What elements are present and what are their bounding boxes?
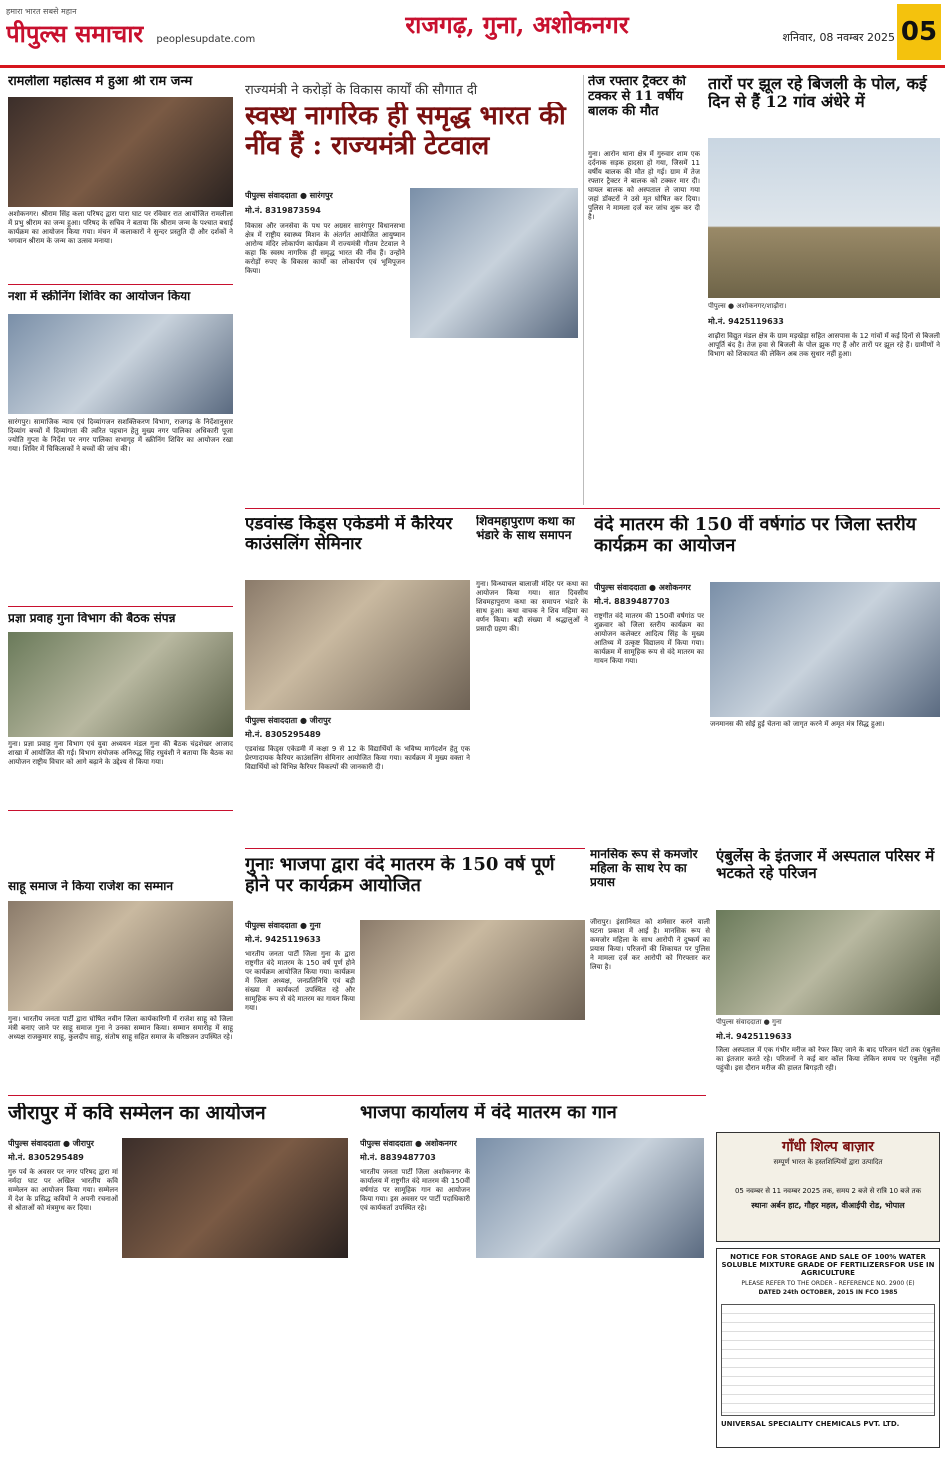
bjpoffice-phone: मो.नं. 8839487703 [360,1153,436,1162]
vandeB-photo [360,920,585,1020]
vandeB-body: भारतीय जनता पार्टी जिला गुना के द्वारा राष्ट्रगीत वंदे मातरम के 150 वर्ष पूर्ण होने पर कार्यक्रम आयोजित किया गया। कार्यक्रम में जिला अध्यक्ष, जनप्रतिनिधि एवं बड़ी संख्या में कार्यकर्ता उपस्थित रहे और सामूहिक रूप से वंदे मातरम का गायन किया गया। [245,950,355,1012]
ad-notice-table [721,1304,935,1416]
shivpuran-body: गुना। विन्ध्याचल बालाजी मंदिर पर कथा का आयोजन किया गया। सात दिवसीय शिवमहापुराण कथा का समापन भंडारे के साथ हुआ। कथा वाचक ने शिव महिमा का वर्णन किया। बड़ी संख्या में श्रद्धालुओं ने प्रसादी ग्रहण की। [476,580,588,633]
divider [245,508,940,509]
page-number: 05 [897,4,941,60]
ad-bazaar-title: गाँधी शिल्प बाज़ार [782,1139,874,1155]
vandeB-byline: पीपुल्स संवाददाता ● गुना [245,921,321,930]
career-byline: पीपुल्स संवाददाता ● जीरापुर [245,716,331,725]
issue-date: शनिवार, 08 नवम्बर 2025 [782,31,895,44]
website-link[interactable]: peoplesupdate.com [156,34,256,45]
shivpuran-headline: शिवमहापुराण कथा का भंडारे के साथ समापन [476,515,575,542]
ramlila-body: अशोकनगर। श्रीराम सिंह कला परिषद द्वारा पारा घाट पर रविवार रात आयोजित रामलीला में प्रभु श्रीराम का जन्म हुआ। परिषद के सचिव ने बताया कि श्रीराम जन्म के पश्चात बधाई कार्यक्रम का आयोजन किया गया। मंचन में कलाकारों ने सुन्दर प्रस्तुति दी और दर्शकों ने भगवान श्रीराम के जन्म का उत्सव मनाया। [8,210,233,245]
kavi-photo [122,1138,348,1258]
ambulance-phone: मो.नं. 9425119633 [716,1032,792,1041]
mental-body: जीरापुर। इंसानियत को शर्मसार करने वाली घटना प्रकाश में आई है। मानसिक रूप से कमजोर महिला के साथ आरोपी ने दुष्कर्म का प्रयास किया। परिजनों की शिकायत पर पुलिस ने मामला दर्ज कर आरोपी को गिरफ्तार कर लिया है। [590,918,710,971]
ambulance-body: जिला अस्पताल में एक गंभीर मरीज को रेफर किए जाने के बाद परिजन घंटों तक एंबुलेंस का इंतजार करते रहे। परिजनों ने कई बार कॉल किया लेकिन समय पर एंबुलेंस नहीं पहुंची। इस दौरान मरीज की हालत बिगड़ती रही। [716,1046,940,1072]
ad-gandhi-shilp-bazaar[interactable] [716,1132,940,1242]
screening-headline: नशा में स्क्रीनिंग शिविर का आयोजन किया [8,290,191,303]
ambulance-headline: एंबुलेंस के इंतजार में अस्पताल परिसर में भटकते रहे परिजन [716,848,935,883]
career-photo [245,580,470,710]
poles-phone: मो.नं. 9425119633 [708,317,784,326]
bjpoffice-photo [476,1138,704,1258]
career-phone: मो.नं. 8305295489 [245,730,321,739]
bjpoffice-byline: पीपुल्स संवाददाता ● अशोकनगर [360,1139,457,1148]
ramlila-headline: रामलीला महोत्सव में हुआ श्री राम जन्म [8,75,193,89]
vandeA-photo [710,582,940,717]
vandeA-phone: मो.नं. 8839487703 [594,597,670,606]
kavi-phone: मो.नं. 8305295489 [8,1153,84,1162]
ad-notice-date: DATED 24th OCTOBER, 2015 IN FCO 1985 [758,1289,898,1296]
sahu-photo [8,901,233,1011]
column-divider [583,75,584,505]
ad-fertilizer-notice[interactable] [716,1248,940,1448]
lead-headline: स्वस्थ नागरिक ही समृद्ध भारत की नींव हैं : राज्यमंत्री टेटवाल [245,102,566,161]
ambulance-caption: पीपुल्स संवाददाता ● गुना [716,1018,782,1026]
ambulance-photo [716,910,940,1015]
tagline: हमारा भारत सबसे महान [6,7,77,16]
vandeA-caption: जनमानस की सोई हुई चेतना को जागृत करने में अमृत मंत्र सिद्ध हुआ। [710,720,885,728]
lead-kicker: राज्यमंत्री ने करोड़ों के विकास कार्यों की सौगात दी [245,83,478,98]
poles-headline: तारों पर झूल रहे बिजली के पोल, कई दिन से हैं 12 गांव अंधेरे में [708,75,927,112]
divider [245,848,585,849]
ad-notice-company: UNIVERSAL SPECIALITY CHEMICALS PVT. LTD. [721,1420,900,1428]
bjpoffice-body: भारतीय जनता पार्टी जिला अशोकनगर के कार्यालय में राष्ट्रगीत वंदे मातरम की 150वीं वर्षगांठ पर सामूहिक गान का आयोजन किया गया। इस अवसर पर पार्टी पदाधिकारी एवं कार्यकर्ता उपस्थित रहे। [360,1168,470,1212]
vandeA-byline: पीपुल्स संवाददाता ● अशोकनगर [594,583,691,592]
career-body: एडवांस्ड किड्स एकेडमी में कक्षा 9 से 12 के विद्यार्थियों के भविष्य मार्गदर्शन हेतु एक प्रेरणादायक कैरियर काउंसलिंग सेमिनार आयोजित किया गया। कार्यक्रम में मुख्य वक्ता ने विद्यार्थियों को विभिन्न कैरियर विकल्पों की जानकारी दी। [245,745,470,771]
vandeB-headline: गुनाः भाजपा द्वारा वंदे मातरम के 150 वर्ष पूर्ण होने पर कार्यक्रम आयोजित [245,855,555,896]
pragya-headline: प्रज्ञा प्रवाह गुना विभाग की बैठक संपन्न [8,612,176,625]
poles-caption: पीपुल्स ● अशोकनगर/शाढ़ौरा। [708,302,787,310]
ramlila-photo [8,97,233,207]
sahu-headline: साहू समाज ने किया राजेश का सम्मान [8,880,174,893]
poles-photo [708,138,940,298]
kavi-headline: जीरापुर में कवि सम्मेलन का आयोजन [8,1103,266,1124]
ad-bazaar-subtitle: सम्पूर्ण भारत के हस्तशिल्पियों द्वारा उत्पादित [773,1158,883,1166]
divider [8,810,233,811]
vandeB-phone: मो.नं. 9425119633 [245,935,321,944]
ad-bazaar-venue: स्थानः अर्बन हाट, गौहर महल, वीआईपी रोड, भोपाल [751,1201,905,1210]
ad-notice-title: NOTICE FOR STORAGE AND SALE OF 100% WATER SOLUBLE MIXTURE GRADE OF FERTILIZERSFOR USE IN AGRICULTURE [721,1253,935,1277]
masthead [6,6,256,54]
lead-byline: पीपुल्स संवाददाता ● सारंगपुर [245,191,333,200]
tractor-body: गुना। आरोन थाना क्षेत्र में गुरुवार शाम एक दर्दनाक सड़क हादसा हो गया, जिसमें 11 वर्षीय बालक की मौत हो गई। ग्राम में तेज रफ्तार ट्रैक्टर ने बालक को टक्कर मार दी। घायल बालक को अस्पताल ले जाया गया जहां डॉक्टरों ने उसे मृत घोषित कर दिया। पुलिस ने मामला दर्ज कर जांच शुरू कर दी है। [588,150,700,221]
kavi-body: गुरु पर्व के अवसर पर नगर परिषद द्वारा मां नर्मदा घाट पर अखिल भारतीय कवि सम्मेलन का आयोजन किया गया। सम्मेलन में देश के प्रसिद्ध कवियों ने अपनी रचनाओं से श्रोताओं को मंत्रमुग्ध कर दिया। [8,1168,118,1212]
divider [8,1095,706,1096]
poles-body: शाढ़ौरा विद्युत मंडल क्षेत्र के ग्राम मड़खेड़ा सहित आसपास के 12 गांवों में कई दिनों से बिजली आपूर्ति बंद है। तेज हवा से बिजली के पोल झुक गए हैं और तारों पर झूल रहे हैं। ग्रामीणों ने विभाग को शिकायत की लेकिन अब तक सुधार नहीं हुआ। [708,332,940,358]
ad-notice-subtitle: PLEASE REFER TO THE ORDER - REFERENCE NO. 2900 (E) [741,1280,915,1287]
kavi-byline: पीपुल्स संवाददाता ● जीरापुर [8,1139,94,1148]
divider [8,284,233,285]
vandeA-body: राष्ट्रगीत वंदे मातरम की 150वीं वर्षगांठ पर शुक्रवार को जिला स्तरीय कार्यक्रम का आयोजन कलेक्टर आदित्य सिंह के मुख्य आतिथ्य में उत्कृष्ट विद्यालय में किया गया। कार्यक्रम में सामूहिक रूप से वंदे मातरम का गायन किया गया। [594,612,704,665]
bjpoffice-headline: भाजपा कार्यालय में वंदे मातरम का गान [360,1103,617,1123]
newspaper-logo: पीपुल्स समाचार [6,19,144,48]
divider [8,606,233,607]
ad-bazaar-dates: 05 नवम्बर से 11 नवम्बर 2025 तक, समय 2 बजे से रात्रि 10 बजे तक [734,1187,922,1195]
region-title: राजगढ़, गुना, अशोकनगर [405,10,629,39]
pragya-body: गुना। प्रज्ञा प्रवाह गुना विभाग एवं युवा अध्ययन मंडल गुना की बैठक चंद्रशेखर आजाद शाखा में आयोजित की गई। विभाग संयोजक अनिरुद्ध सिंह रघुवंशी ने बताया कि बैठक का आयोजन राष्ट्रीय विचार को आगे बढ़ाने के उद्देश्य से किया गया। [8,740,233,766]
lead-body: विकास और जनसेवा के पथ पर अग्रसर सारंगपुर विधानसभा क्षेत्र में राष्ट्रीय स्वास्थ्य मिशन के अंतर्गत आयोजित आयुष्मान आरोग्य मंदिर लोकार्पण कार्यक्रम में राज्यमंत्री गौतम टेटवाल ने कहा कि स्वस्थ नागरिक ही समृद्ध भारत की नींव हैं। उन्होंने करोड़ों रुपए के विकास कार्यों का लोकार्पण एवं भूमिपूजन किया। [245,222,405,275]
pragya-photo [8,632,233,737]
tractor-headline: तेज रफ्तार ट्रैक्टर की टक्कर से 11 वर्षीय बालक की मौत [588,75,686,119]
screening-photo [8,314,233,414]
mental-headline: मानसिक रूप से कमजोर महिला के साथ रेप का प्रयास [590,848,698,889]
lead-photo [410,188,578,338]
vandeA-headline: वंदे मातरम की 150 वीं वर्षगांठ पर जिला स्तरीय कार्यक्रम का आयोजन [594,515,917,556]
lead-phone: मो.नं. 8319873594 [245,206,321,215]
screening-body: सारंगपुर। सामाजिक न्याय एवं दिव्यांगजन सशक्तिकरण विभाग, राजगढ़ के निर्देशानुसार दिव्यांग बच्चों में दिव्यांगता की त्वरित पहचान हेतु मुख्य नगर पालिका अधिकारी पूजा ज्योति गुप्ता के निर्देश पर नगर पालिका सभागृह में स्क्रीनिंग शिविर का आयोजन रखा गया। शिविर में चिकित्सकों ने बच्चों की जांच की। [8,418,233,453]
career-headline: एडवांस्ड किड्स एकेडमी में कैरियर काउंसलिंग सेमिनार [245,515,453,554]
sahu-body: गुना। भारतीय जनता पार्टी द्वारा घोषित नवीन जिला कार्यकारिणी में राजेश साहू को जिला मंत्री बनाए जाने पर साहू समाज गुना ने उनका सम्मान किया। सम्मान समारोह में साहू अध्यक्ष राजकुमार साहू, कुलदीप साहू, संतोष साहू सहित समाज के वरिष्ठजन उपस्थित रहे। [8,1015,233,1041]
